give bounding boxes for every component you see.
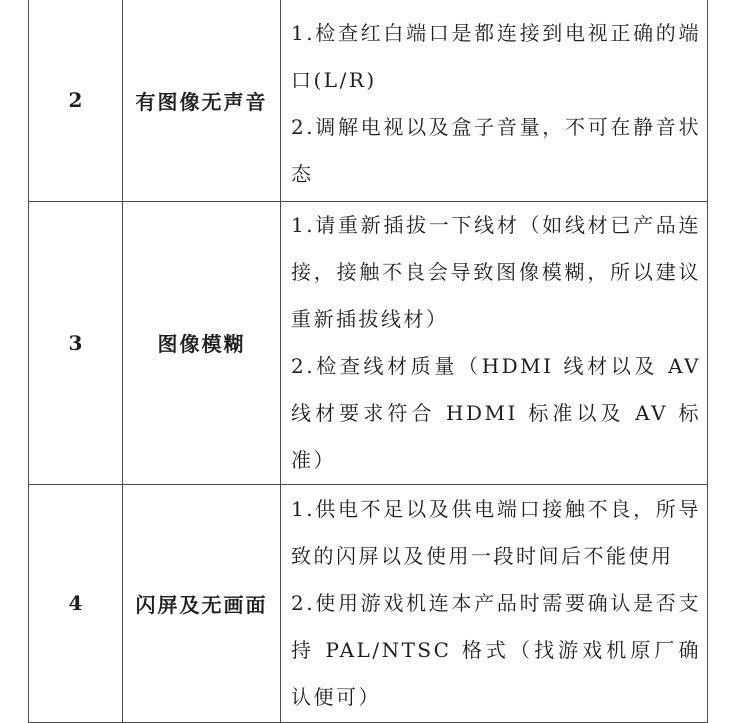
solution-step: 2.调解电视以及盒子音量，不可在静音状态 — [291, 115, 701, 187]
problem-cell: 闪屏及无画面 — [123, 484, 281, 722]
solution-cell — [281, 0, 708, 201]
solution-step: 2.使用游戏机连本产品时需要确认是否支持 PAL/NTSC 格式（找游戏机原厂确认便可） — [291, 590, 701, 709]
row-number: 2 — [29, 0, 123, 201]
table-row — [29, 0, 708, 201]
problem-cell: 图像模糊 — [123, 201, 281, 484]
troubleshooting-table — [28, 0, 708, 723]
solution-cell — [281, 201, 708, 484]
solution-step: 1.检查红白端口是都连接到电视正确的端口(L/R) — [291, 21, 701, 93]
table-row — [29, 484, 708, 722]
solution-cell — [281, 484, 708, 722]
solution-step: 2.检查线材质量（HDMI 线材以及 AV 线材要求符合 HDMI 标准以及 AV 标准） — [291, 353, 701, 472]
solution-step: 1.请重新插拔一下线材（如线材已产品连接，接触不良会导致图像模糊，所以建议重新插拔线材） — [291, 212, 701, 331]
solution-step: 1.供电不足以及供电端口接触不良，所导致的闪屏以及使用一段时间后不能使用 — [291, 496, 701, 568]
table-row — [29, 201, 708, 484]
problem-cell: 有图像无声音 — [123, 0, 281, 201]
row-number: 4 — [29, 484, 123, 722]
row-number: 3 — [29, 201, 123, 484]
